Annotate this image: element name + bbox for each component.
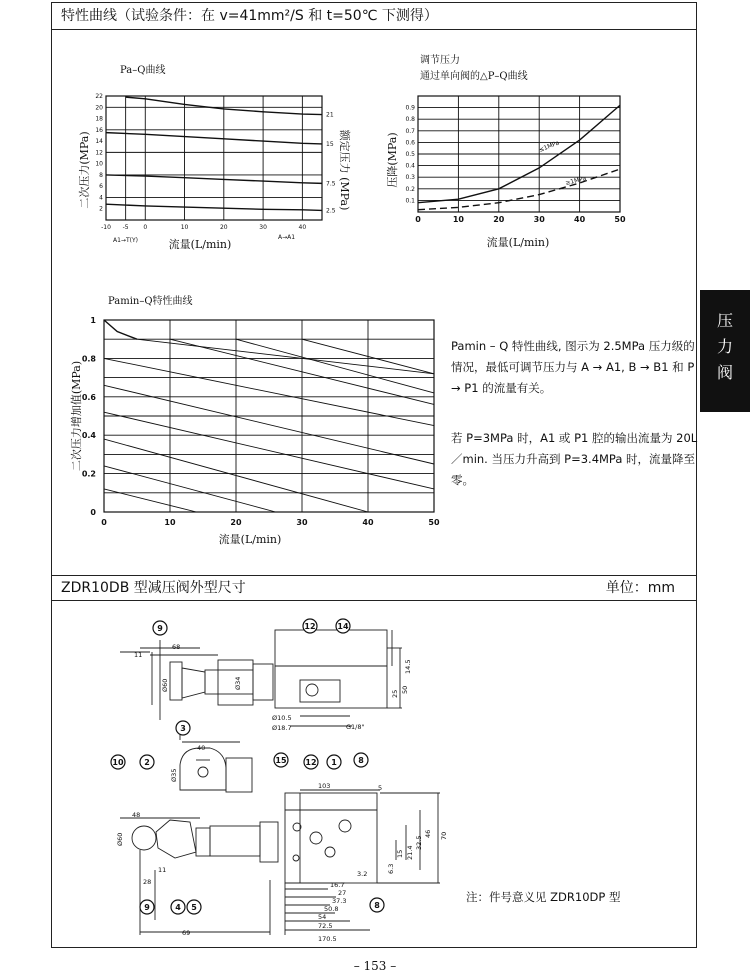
svg-text:9: 9 — [144, 903, 150, 912]
pa-q-xlabel: 流量(L/min) — [168, 238, 232, 251]
dp-q-xlabel: 流量(L/min) — [486, 236, 550, 249]
dim-48: 48 — [132, 811, 141, 819]
pa-q-ytick: 22 — [95, 93, 103, 100]
pa-q-ytick-right: 21 — [326, 111, 334, 119]
pa-q-ytick: 10 — [95, 160, 103, 168]
pa-q-xtick: 20 — [219, 224, 228, 231]
pamin-q-diagonal — [104, 466, 276, 512]
part-number-note: 注：件号意义见 ZDR10DP 型 — [466, 890, 621, 904]
dim-32-5: 32.5 — [415, 835, 423, 850]
dp-q-xtick: 40 — [574, 215, 586, 224]
pa-q-ytick: 2 — [99, 205, 103, 213]
pamin-q-xtick: 20 — [230, 518, 242, 527]
pamin-q-ytick: 0.6 — [81, 392, 96, 402]
chapter-tab-char: 阀 — [716, 363, 733, 382]
callout — [336, 619, 350, 633]
pamin-q-ylabel: 二次压力增加值(MPa) — [70, 360, 83, 472]
dim-68: 68 — [172, 643, 181, 651]
pamin-description: Pamin – Q 特性曲线, 图示为 2.5MPa 压力级的情况，最低可调节压力与 A → A1, B → B1 和 P → P1 的流量有关。 — [451, 339, 695, 395]
dim-54: 54 — [318, 913, 327, 921]
svg-text:12: 12 — [305, 758, 317, 767]
pamin-q-xtick: 50 — [428, 518, 440, 527]
pa-q-title: Pa–Q曲线 — [120, 65, 166, 76]
svg-text:2: 2 — [144, 758, 150, 767]
pamin-q-xlabel: 流量(L/min) — [218, 533, 282, 546]
pa-q-ytick-right: 15 — [326, 140, 334, 148]
pressure-note: 若 P=3MPa 时，A1 或 P1 腔的输出流量为 20L／min. 当压力升高到 P=3.4MPa 时，流量降至零。 — [451, 431, 698, 487]
svg-text:15: 15 — [275, 756, 287, 765]
pa-q-ytick: 12 — [95, 149, 103, 157]
svg-text:10: 10 — [112, 758, 124, 767]
pamin-q-series-line — [104, 320, 137, 339]
dp-q-ytick: 0.9 — [405, 104, 415, 112]
dp-q-curve-label-high: ≥1MPa — [564, 175, 587, 187]
dim-25: 25 — [391, 689, 399, 698]
svg-text:12: 12 — [304, 622, 316, 631]
dim-27: 27 — [338, 889, 347, 897]
dim-16-7: 16.7 — [330, 881, 345, 889]
pa-q-ytick: 8 — [99, 171, 103, 179]
pa-q-ytick: 14 — [95, 138, 103, 146]
dp-q-series-line — [418, 169, 620, 210]
svg-text:1: 1 — [331, 758, 337, 767]
pamin-q-ytick: 0.4 — [81, 431, 96, 441]
callout — [274, 753, 288, 767]
dim-21-4: 21.4 — [406, 845, 414, 860]
dim-14-5: 14.5 — [404, 659, 412, 674]
dp-q-xtick: 50 — [614, 215, 626, 224]
page-number: – 153 – — [353, 959, 397, 973]
pa-q-xtick: -5 — [122, 224, 129, 231]
svg-text:8: 8 — [374, 901, 380, 910]
drawing-side-view — [180, 748, 252, 792]
dim-6-3: 6.3 — [387, 863, 395, 874]
callout — [140, 900, 154, 914]
dp-q-ytick: 0.1 — [405, 197, 415, 205]
section-title-dimensions: ZDR10DB 型减压阀外型尺寸 — [61, 580, 246, 596]
callout — [304, 755, 318, 769]
dim-37-3: 37.3 — [332, 897, 347, 905]
dim-5: 5 — [378, 784, 383, 792]
pamin-q-xtick: 40 — [362, 518, 374, 527]
dimension-drawing — [111, 619, 448, 943]
pa-q-ytick-right: 2.5 — [326, 207, 336, 215]
dp-q-xtick: 0 — [415, 215, 421, 224]
pa-q-ylabel-right: 额定压力 (MPa) — [338, 129, 351, 211]
callout — [176, 721, 190, 735]
pamin-q-chart — [69, 294, 440, 546]
dp-q-ylabel: 压降(MPa) — [386, 132, 399, 188]
dim-15: 15 — [396, 849, 404, 858]
pa-q-ytick: 16 — [95, 126, 103, 134]
dim-d10-5: Ø10.5 — [272, 714, 292, 722]
dim-d18-7: Ø18.7 — [272, 724, 292, 732]
pa-q-ytick: 20 — [95, 104, 103, 112]
dim-170-5: 170.5 — [318, 935, 337, 943]
pamin-q-xtick: 10 — [164, 518, 176, 527]
dim-d60-b: Ø60 — [116, 832, 124, 846]
pa-q-xtick: 0 — [143, 224, 148, 231]
section-title-curves: 特性曲线（试验条件：在 v=41mm²/S 和 t=50℃ 下测得） — [61, 8, 438, 24]
section-header-dimensions — [51, 575, 697, 601]
drawing-bottom-view — [120, 790, 440, 935]
dim-d35: Ø35 — [170, 768, 178, 782]
dp-q-ytick: 0.6 — [405, 139, 415, 147]
dp-q-ytick: 0.7 — [405, 127, 415, 135]
dp-q-xtick: 10 — [452, 215, 464, 224]
chapter-tab-char: 力 — [716, 337, 733, 356]
pamin-q-xtick: 30 — [296, 518, 308, 527]
dp-q-ytick: 0.4 — [405, 162, 415, 170]
dp-q-title-line2: 通过单向阀的△P–Q曲线 — [420, 71, 528, 82]
dim-40: 40 — [197, 744, 206, 752]
pa-q-xtick: -10 — [101, 224, 111, 231]
dim-11: 11 — [134, 651, 143, 659]
pa-q-flow-label-forward: A→A1 — [278, 234, 296, 241]
pa-q-xtick: 10 — [180, 224, 189, 231]
pamin-q-title: Pamin–Q特性曲线 — [108, 296, 193, 307]
callout — [370, 898, 384, 912]
pa-q-series-line — [106, 175, 322, 183]
dp-q-xtick: 30 — [533, 215, 545, 224]
dim-11-b: 11 — [158, 866, 167, 874]
pamin-q-xtick: 0 — [101, 518, 107, 527]
pa-q-ytick: 6 — [99, 183, 103, 191]
pa-q-ylabel-left: 二次压力(MPa) — [78, 131, 91, 209]
dim-3-2: 3.2 — [357, 870, 368, 878]
svg-text:14: 14 — [337, 622, 349, 631]
dim-70: 70 — [440, 831, 448, 840]
pa-q-ytick: 4 — [99, 194, 103, 202]
pa-q-ytick-right: 7.5 — [326, 180, 336, 188]
pamin-q-diagonal — [104, 412, 434, 489]
svg-text:8: 8 — [358, 756, 364, 765]
dim-d34: Ø34 — [234, 676, 242, 690]
dim-d60: Ø60 — [161, 678, 169, 692]
dim-28: 28 — [143, 878, 152, 886]
pa-q-series-line — [106, 204, 322, 210]
dp-q-ytick: 0.5 — [405, 151, 415, 158]
svg-text:3: 3 — [180, 724, 186, 733]
callout — [303, 619, 317, 633]
dp-q-curve-label-low: ≤1MPa — [538, 139, 561, 154]
callout — [140, 755, 154, 769]
dp-q-chart — [385, 53, 626, 249]
dp-q-ytick: 0.3 — [405, 174, 415, 182]
callout — [153, 621, 167, 635]
chapter-tab-char: 压 — [716, 311, 733, 330]
pamin-q-ytick: 0.8 — [81, 354, 96, 364]
dim-69: 69 — [182, 929, 191, 937]
dim-50-8: 50.8 — [324, 905, 339, 913]
dim-46: 46 — [424, 829, 432, 838]
pa-q-xtick: 30 — [259, 224, 267, 231]
unit-label: 单位：mm — [605, 580, 675, 596]
svg-text:4: 4 — [175, 903, 181, 912]
dim-103: 103 — [318, 782, 331, 790]
dim-50: 50 — [401, 685, 409, 694]
callout — [171, 900, 185, 914]
dp-q-xtick: 20 — [493, 215, 505, 224]
callout — [111, 755, 125, 769]
callout — [327, 755, 341, 769]
callout — [354, 753, 368, 767]
dp-q-ytick: 0.8 — [405, 116, 415, 124]
pa-q-chart — [77, 63, 352, 251]
callout — [187, 900, 201, 914]
pa-q-ytick: 18 — [95, 115, 103, 123]
dim-72-5: 72.5 — [318, 922, 333, 930]
dp-q-ytick: 0.2 — [405, 185, 415, 193]
pamin-q-diagonal — [137, 339, 434, 374]
pamin-q-ytick: 1 — [90, 316, 96, 325]
pa-q-series-line — [106, 133, 322, 144]
pa-q-flow-label-return: A1→T(Y) — [113, 237, 138, 244]
dim-g1-8: G1/8" — [346, 723, 365, 731]
svg-text:9: 9 — [157, 624, 163, 633]
pa-q-plot-frame — [106, 96, 322, 220]
svg-text:5: 5 — [191, 903, 197, 912]
pamin-q-ytick: 0 — [90, 508, 96, 517]
pa-q-xtick: 40 — [298, 224, 307, 231]
pamin-q-ytick: 0.2 — [81, 469, 96, 479]
dp-q-title-line1: 调节压力 — [420, 55, 460, 66]
